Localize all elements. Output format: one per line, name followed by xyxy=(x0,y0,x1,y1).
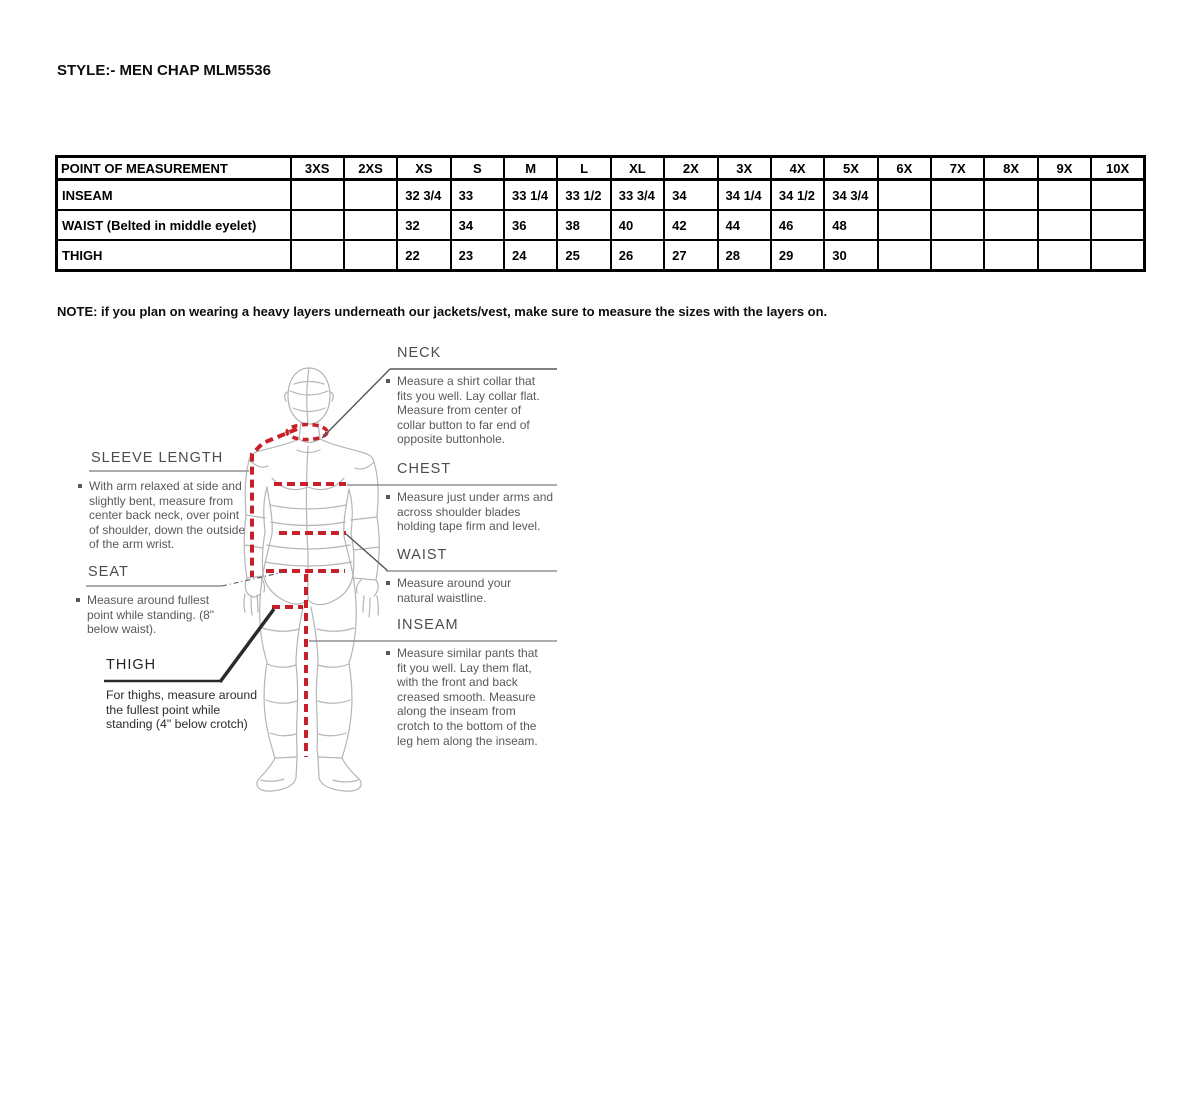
note-text: NOTE: if you plan on wearing a heavy layers underneath our jackets/vest, make sure to measure the sizes with the layers on. xyxy=(57,304,828,319)
size-value-cell: 32 xyxy=(397,210,450,240)
size-value-cell: 33 3/4 xyxy=(611,180,664,211)
neck-heading: NECK xyxy=(397,345,442,361)
size-value-cell xyxy=(1091,210,1144,240)
size-value-cell: 33 1/4 xyxy=(504,180,557,211)
size-value-cell xyxy=(291,240,344,271)
size-value-cell: 22 xyxy=(397,240,450,271)
chest-description: Measure just under arms and across shoulder blades holding tape firm and level. xyxy=(397,490,554,534)
size-column-header: 7X xyxy=(931,157,984,180)
bullet-square-icon xyxy=(386,379,390,383)
size-value-cell xyxy=(931,180,984,211)
thigh-section xyxy=(106,657,264,732)
size-column-header: 4X xyxy=(771,157,824,180)
size-value-cell: 34 3/4 xyxy=(824,180,877,211)
size-column-header: 5X xyxy=(824,157,877,180)
bullet-square-icon xyxy=(386,651,390,655)
size-value-cell: 29 xyxy=(771,240,824,271)
size-value-cell: 48 xyxy=(824,210,877,240)
inseam-section xyxy=(386,617,549,748)
size-column-header: 2X xyxy=(664,157,717,180)
size-column-header: 2XS xyxy=(344,157,397,180)
inseam-heading: INSEAM xyxy=(397,617,459,633)
size-value-cell xyxy=(931,240,984,271)
size-value-cell: 34 1/2 xyxy=(771,180,824,211)
measurement-row xyxy=(57,210,1145,240)
seat-heading: SEAT xyxy=(88,564,129,580)
size-value-cell xyxy=(878,210,931,240)
measurement-row-label: INSEAM xyxy=(57,180,291,211)
neck-section xyxy=(386,345,549,447)
waist-heading: WAIST xyxy=(397,547,448,563)
sleeve-length-section xyxy=(78,450,251,552)
size-value-cell: 23 xyxy=(451,240,504,271)
size-value-cell: 40 xyxy=(611,210,664,240)
pom-column-header: POINT OF MEASUREMENT xyxy=(57,157,291,180)
size-column-header: M xyxy=(504,157,557,180)
size-value-cell: 33 1/2 xyxy=(557,180,610,211)
size-value-cell xyxy=(1038,210,1091,240)
bullet-square-icon xyxy=(386,495,390,499)
size-value-cell: 34 xyxy=(664,180,717,211)
size-column-header: S xyxy=(451,157,504,180)
bullet-square-icon xyxy=(76,598,80,602)
seat-section xyxy=(76,564,225,637)
size-value-cell xyxy=(931,210,984,240)
waist-section xyxy=(386,547,522,605)
measurement-row xyxy=(57,240,1145,271)
size-column-header: 6X xyxy=(878,157,931,180)
size-value-cell: 44 xyxy=(718,210,771,240)
measurement-row xyxy=(57,180,1145,211)
size-column-header: 3X xyxy=(718,157,771,180)
size-column-header: 9X xyxy=(1038,157,1091,180)
size-value-cell: 46 xyxy=(771,210,824,240)
size-column-header: 3XS xyxy=(291,157,344,180)
sleeve-length-heading: SLEEVE LENGTH xyxy=(91,450,224,466)
size-value-cell: 30 xyxy=(824,240,877,271)
neck-description: Measure a shirt collar that fits you well. Lay collar flat. Measure from center of collar button to far end of opposite buttonhole. xyxy=(397,374,540,447)
size-value-cell xyxy=(1038,180,1091,211)
size-value-cell xyxy=(984,240,1037,271)
inseam-description: Measure similar pants that fit you well. Lay them flat, with the front and back creased smooth. Measure along the inseam from crotch to the bottom of the leg hem along the inseam. xyxy=(397,646,538,748)
size-value-cell: 38 xyxy=(557,210,610,240)
size-value-cell: 32 3/4 xyxy=(397,180,450,211)
seat-description: Measure around fullest point while standing. (8" below waist). xyxy=(87,593,215,637)
waist-leader-line xyxy=(346,534,388,571)
size-value-cell xyxy=(1091,180,1144,211)
size-value-cell: 36 xyxy=(504,210,557,240)
size-value-cell: 28 xyxy=(718,240,771,271)
size-column-header: 10X xyxy=(1091,157,1144,180)
body-figure-illustration xyxy=(244,368,379,791)
size-chart-table xyxy=(55,155,1146,272)
size-value-cell xyxy=(344,180,397,211)
size-column-header: L xyxy=(557,157,610,180)
size-value-cell xyxy=(878,240,931,271)
size-value-cell: 33 xyxy=(451,180,504,211)
size-value-cell: 26 xyxy=(611,240,664,271)
waist-description: Measure around your natural waistline. xyxy=(397,576,512,605)
size-value-cell: 34 1/4 xyxy=(718,180,771,211)
document-title: STYLE:- MEN CHAP MLM5536 xyxy=(57,62,271,79)
size-value-cell xyxy=(291,180,344,211)
size-column-header: XL xyxy=(611,157,664,180)
sleeve-length-description: With arm relaxed at side and slightly bent, measure from center back neck, over point of shoulder, down the outside of the arm wrist. xyxy=(89,479,246,552)
bullet-square-icon xyxy=(78,484,82,488)
chest-heading: CHEST xyxy=(397,461,452,477)
size-value-cell: 42 xyxy=(664,210,717,240)
size-column-header: 8X xyxy=(984,157,1037,180)
size-value-cell xyxy=(984,210,1037,240)
thigh-description: For thighs, measure around the fullest point while standing (4" below crotch) xyxy=(106,688,258,732)
thigh-heading: THIGH xyxy=(106,657,157,673)
size-value-cell: 24 xyxy=(504,240,557,271)
size-value-cell xyxy=(344,240,397,271)
measurement-row-label: WAIST (Belted in middle eyelet) xyxy=(57,210,291,240)
size-value-cell xyxy=(1038,240,1091,271)
size-value-cell: 25 xyxy=(557,240,610,271)
size-value-cell xyxy=(878,180,931,211)
measurement-row-label: THIGH xyxy=(57,240,291,271)
size-column-header: XS xyxy=(397,157,450,180)
chest-section xyxy=(386,461,555,534)
size-value-cell: 27 xyxy=(664,240,717,271)
size-value-cell xyxy=(291,210,344,240)
size-value-cell: 34 xyxy=(451,210,504,240)
size-value-cell xyxy=(344,210,397,240)
header-row xyxy=(57,157,1145,180)
size-value-cell xyxy=(1091,240,1144,271)
measurement-lines xyxy=(252,425,346,758)
size-value-cell xyxy=(984,180,1037,211)
bullet-square-icon xyxy=(386,581,390,585)
